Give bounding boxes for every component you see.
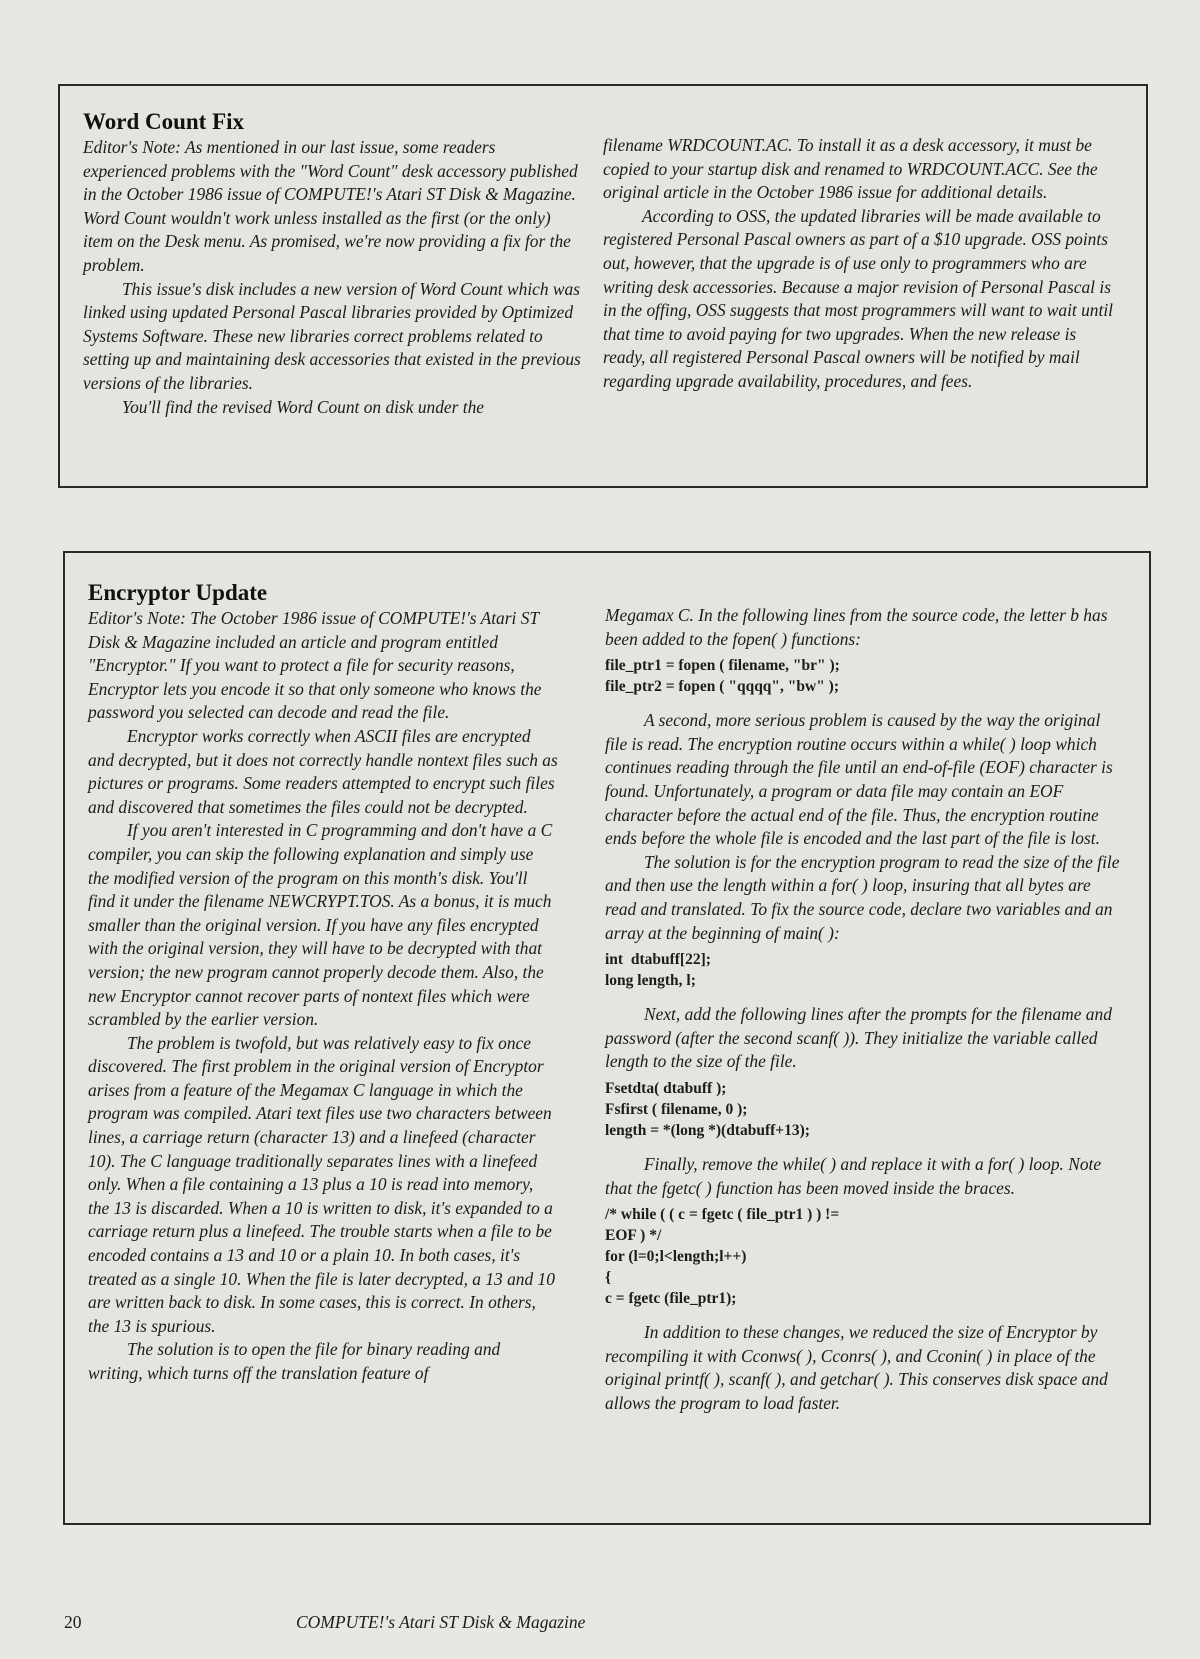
word-count-fix-column-right — [603, 134, 1118, 394]
paragraph: The problem is twofold, but was relatively easy to fix once discovered. The first problem in the original version of Encryptor arises from a feature of the Megamax C language in which the program was compiled. Atari text files use two characters between lines, a carriage return (character 13) and a linefeed (character 10). The C language traditionally separates lines with a linefeed only. When a file containing a 13 plus a 10 is read into memory, the 13 is discarded. When a 10 is written to disk, it's expanded to a carriage return plus a linefeed. The trouble starts when a file to be encoded contains a 13 and 10 or a plain 10. In both cases, it's treated as a single 10. When the file is later decrypted, a 13 and 10 are written back to disk. In some cases, this is correct. In others, the 13 is spurious. — [88, 1032, 555, 1336]
paragraph: Editor's Note: As mentioned in our last issue, some readers experienced problems with the "Word Count" desk accessory published in the October 1986 issue of COMPUTE!'s Atari ST Disk & Magazine. Word Count wouldn't work unless installed as the first (or the only) item on the Desk menu. As promised, we're now providing a fix for the problem. — [83, 137, 578, 275]
paragraph: Finally, remove the while( ) and replace it with a for( ) loop. Note that the fgetc( ) function has been moved inside the braces. — [605, 1153, 1102, 1198]
word-count-fix-heading: Word Count Fix — [83, 109, 245, 134]
encryptor-update-section — [63, 551, 1151, 1525]
encryptor-update-column-right — [605, 604, 1125, 1415]
paragraph: You'll find the revised Word Count on disk under the — [122, 396, 484, 417]
code-block: int dtabuff[22]; long length, l; — [605, 951, 711, 990]
code-block: file_ptr1 = fopen ( filename, "br" ); file_ptr2 = fopen ( "qqqq", "bw" ); — [605, 657, 840, 696]
word-count-fix-column-left — [83, 109, 583, 419]
page-number: 20 — [64, 1612, 82, 1632]
paragraph: Editor's Note: The October 1986 issue of COMPUTE!'s Atari ST Disk & Magazine included an article and program entitled "Encryptor." If you want to protect a file for security reasons, Encryptor lets you encode it so that only someone who knows the password you selected can decode and read the file. — [88, 608, 542, 723]
paragraph: In addition to these changes, we reduced the size of Encryptor by recompiling it with Cconws( ), Cconrs( ), and Cconin( ) in place of the original printf( ), scanf( ), and getchar( ). This conserves disk space and allows the program to load faster. — [605, 1322, 1108, 1413]
code-block: Fsetdta( dtabuff ); Fsfirst ( filename, 0 ); length = *(long *)(dtabuff+13); — [605, 1079, 810, 1139]
paragraph: The solution is for the encryption program to read the size of the file and then use the length within a for( ) loop, insuring that all bytes are read and translated. To fix the source code, declare two variables and an array at the beginning of main( ): — [605, 851, 1120, 943]
word-count-fix-section — [58, 84, 1148, 488]
paragraph: filename WRDCOUNT.AC. To install it as a desk accessory, it must be copied to your startup disk and renamed to WRDCOUNT.ACC. See the original article in the October 1986 issue for additional details. — [603, 135, 1098, 203]
paragraph: Next, add the following lines after the prompts for the filename and password (after the second scanf( )). They initialize the variable called length to the size of the file. — [605, 1004, 1112, 1072]
paragraph: According to OSS, the updated libraries will be made available to registered Personal Pascal owners as part of a $10 upgrade. OSS points out, however, that the upgrade is of use only to programmers who are writing desk accessories. Because a major revision of Personal Pascal is in the offing, OSS suggests that most programmers will want to wait until that time to avoid paying for two upgrades. When the new release is ready, all registered Personal Pascal owners will be notified by mail regarding upgrade availability, procedures, and fees. — [603, 205, 1114, 391]
encryptor-update-heading: Encryptor Update — [88, 580, 268, 605]
paragraph: Encryptor works correctly when ASCII files are encrypted and decrypted, but it does not correctly handle nontext files such as pictures or programs. Some readers attempted to encrypt such files and discovered that sometimes the files could not be decrypted. — [88, 725, 558, 817]
encryptor-update-column-left — [88, 580, 558, 1386]
paragraph: This issue's disk includes a new version of Word Count which was linked using updated Personal Pascal libraries provided by Optimized Systems Software. These new libraries correct problems related to setting up and maintaining desk accessories that existed in the previous versions of the libraries. — [83, 278, 581, 393]
running-footer-title: COMPUTE!'s Atari ST Disk & Magazine — [296, 1612, 586, 1632]
paragraph: Megamax C. In the following lines from the source code, the letter b has been added to the fopen( ) functions: — [605, 605, 1108, 649]
paragraph: A second, more serious problem is caused by the way the original file is read. The encryption routine occurs within a while( ) loop which continues reading through the file until an end-of-file (EOF) character is found. Unfortunately, a program or data file may contain an EOF character before the actual end of the file. Thus, the encryption routine ends before the whole file is encoded and the last part of the file is lost. — [605, 710, 1113, 849]
paragraph: If you aren't interested in C programming and don't have a C compiler, you can skip the following explanation and simply use the modified version of the program on this month's disk. You'll find it under the filename NEWCRYPT.TOS. As a bonus, it is much smaller than the original version. If you have any files encrypted with the original version, they will have to be decrypted with that version; the new program cannot properly decode them. Also, the new Encryptor cannot recover parts of nontext files which were scrambled by the earlier version. — [88, 820, 553, 1030]
code-block: /* while ( ( c = fgetc ( file_ptr1 ) ) != EOF ) */ for (l=0;l<length;l++) { c = fgetc (file_ptr1); — [605, 1206, 840, 1308]
paragraph: The solution is to open the file for binary reading and writing, which turns off the translation feature of — [88, 1339, 501, 1383]
